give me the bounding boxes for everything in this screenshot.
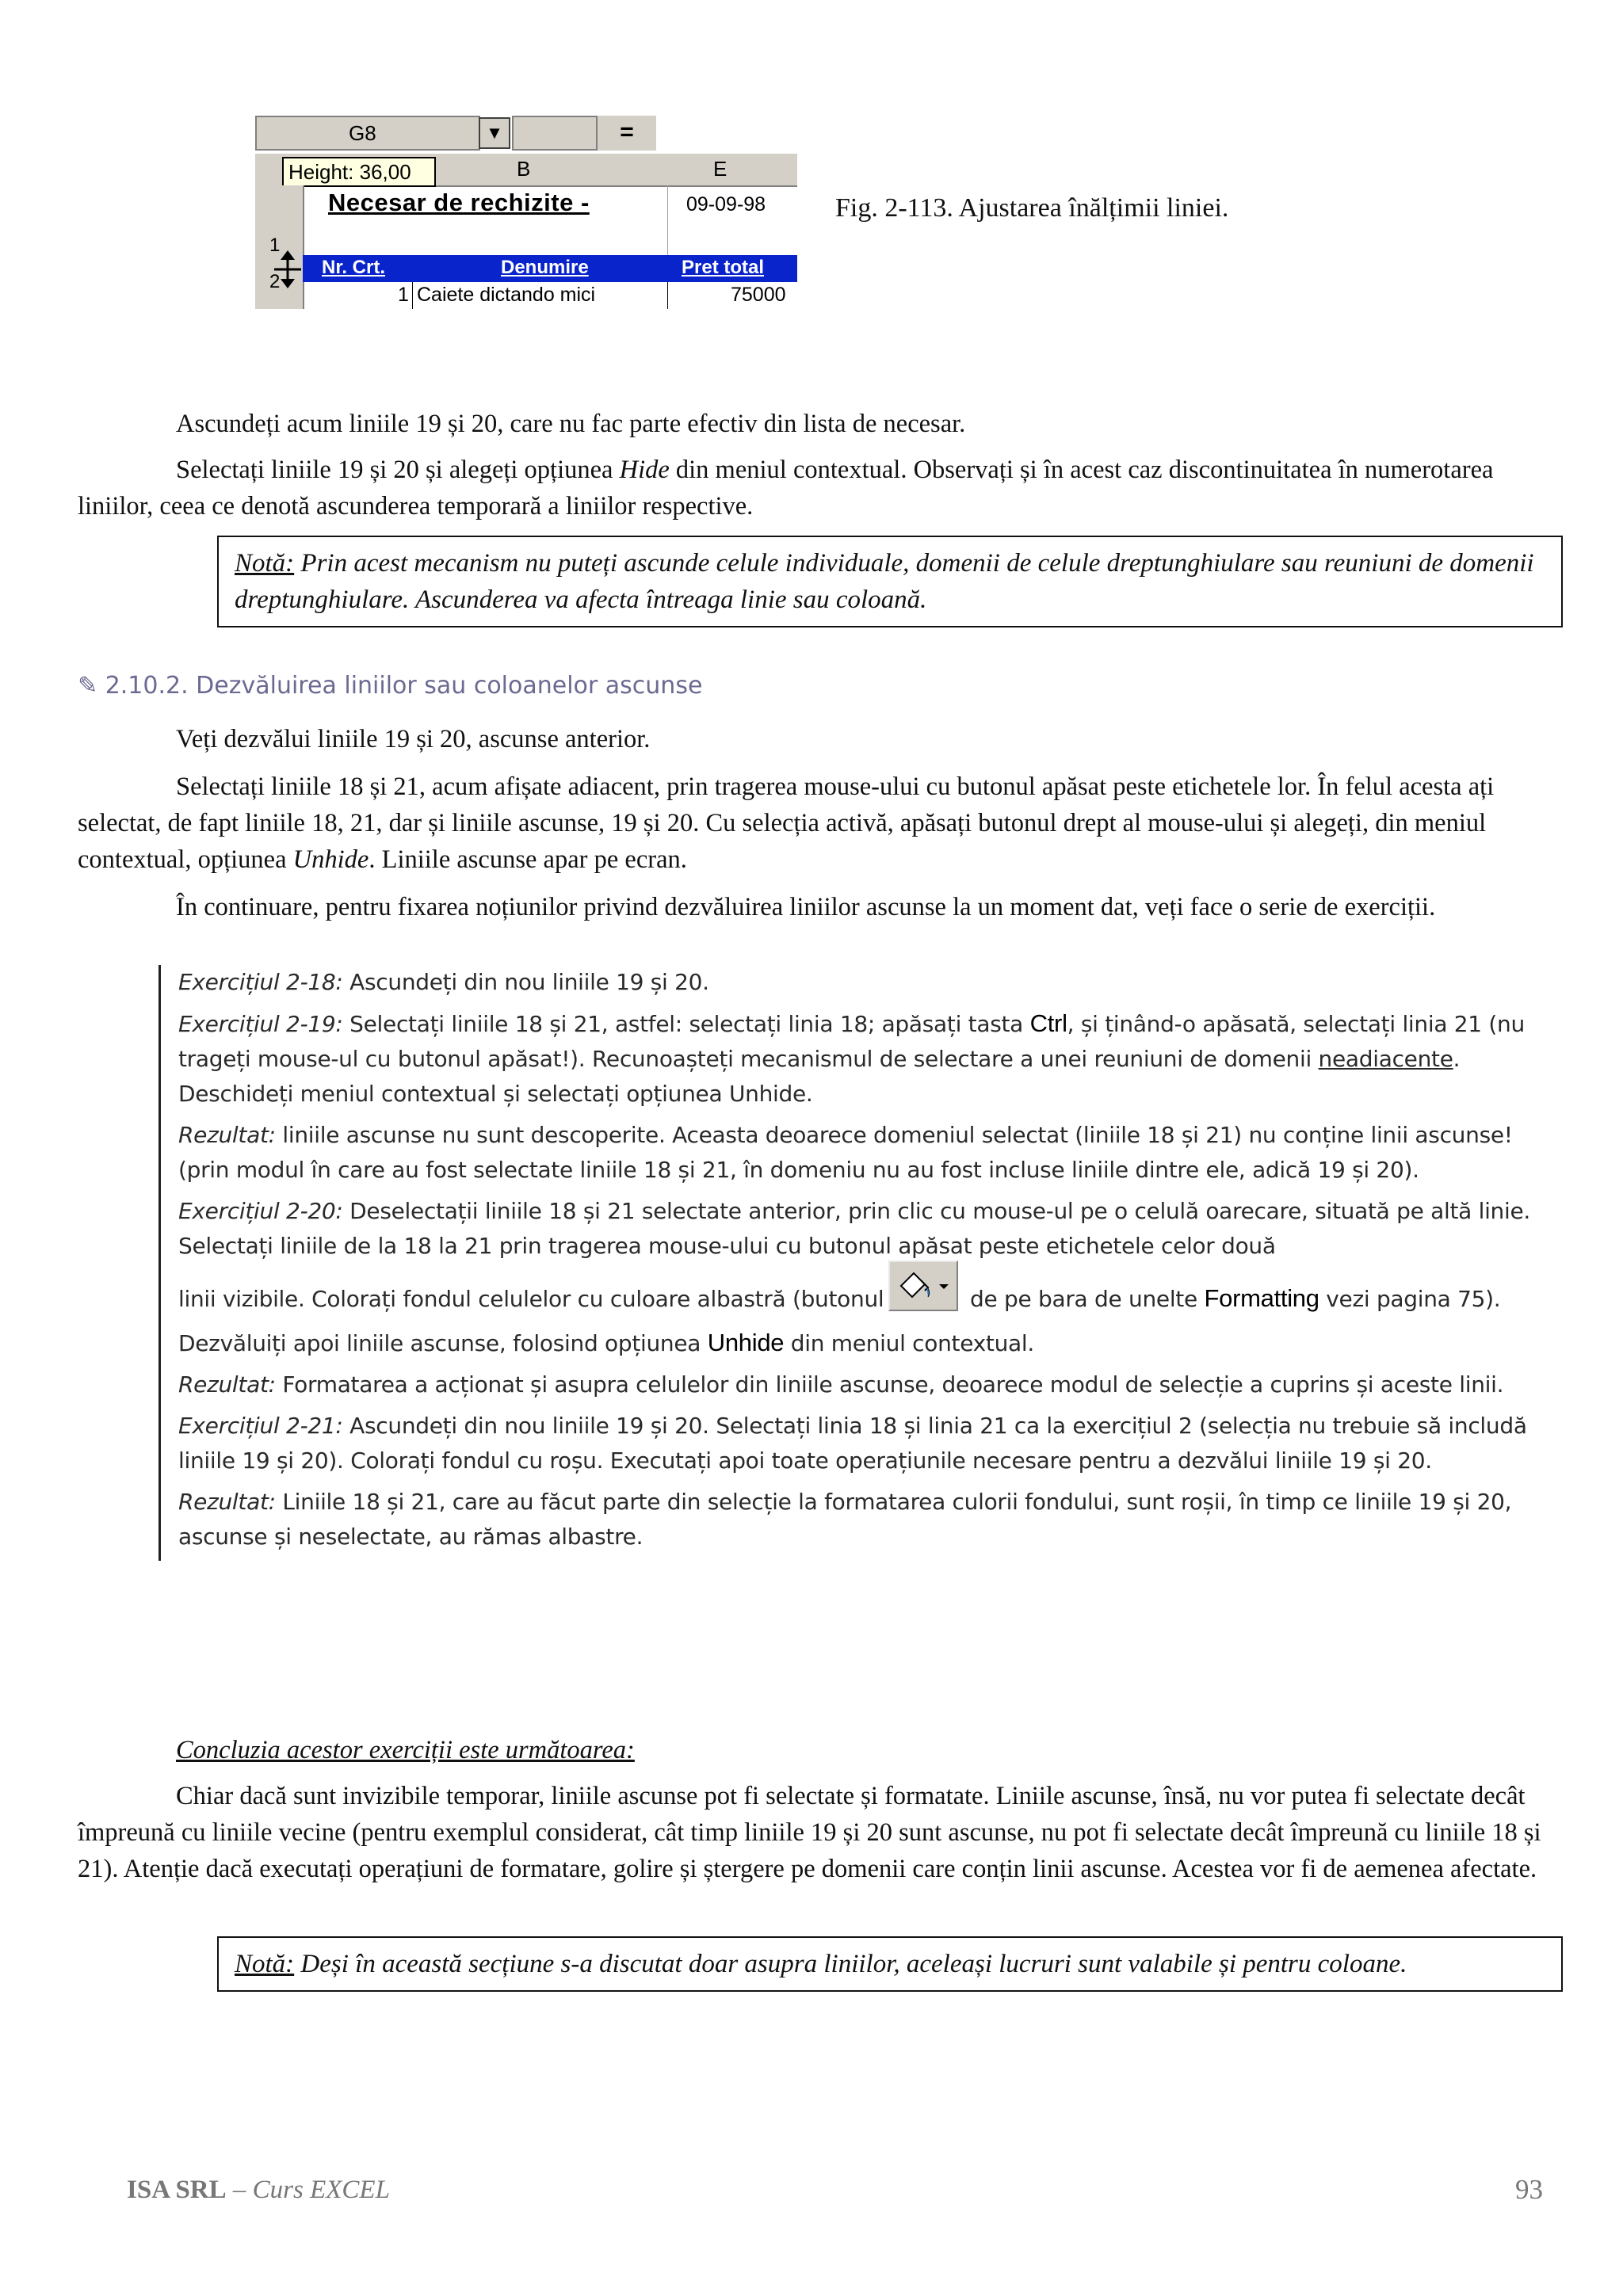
table-row[interactable] xyxy=(303,282,797,309)
paragraph: Ascundeți acum liniile 19 și 20, care nu fac parte efectiv din lista de necesar. xyxy=(176,410,966,438)
body-text-1 xyxy=(78,406,1545,524)
cell-name: Caiete dictando mici xyxy=(417,284,596,306)
fill-bucket-icon xyxy=(890,1262,957,1310)
note-box xyxy=(217,536,1563,627)
section-title: 2.10.2. Dezvăluirea liniilor sau coloanelor ascunse xyxy=(105,672,703,700)
selected-row[interactable] xyxy=(303,255,797,282)
cell-value: 75000 xyxy=(731,284,786,306)
paragraph: Selectați liniile 19 și 20 și alegeți opțiunea Hide din meniul contextual. Observați și în acest caz discontinuitatea în numerotarea liniilor, ceea ce denotă ascunderea temporară a liniilor respective. xyxy=(78,456,1494,521)
result-1: Rezultat: liniile ascunse nu sunt descoperite. Aceasta deoarece domeniul selectat (liniile 18 și 21) nu conține linii ascunse! (prin modul în care au fost selectate liniile 18 și 21, în domeniu nu au fost incluse liniile dintre ele, adică 19 și 20). xyxy=(178,1122,1513,1183)
date-cell[interactable]: 09-09-98 xyxy=(686,193,766,215)
footer-company: ISA SRL xyxy=(127,2176,227,2204)
note-text: Deși în această secțiune s-a discutat doar asupra liniilor, aceleași lucruri sunt valabile și pentru coloane. xyxy=(294,1950,1407,1978)
page-number: 93 xyxy=(1515,2174,1543,2205)
note-text: Prin acest mecanism nu puteți ascunde celule individuale, domenii de celule dreptunghiulare sau reuniuni de domenii dreptunghiulare. Ascunderea va afecta întreaga linie sau coloană. xyxy=(235,549,1534,614)
column-header-e[interactable]: E xyxy=(713,157,727,181)
note-label: Notă: xyxy=(235,1950,295,1978)
conclusion-heading: Concluzia acestor exerciții este următoarea: xyxy=(176,1736,635,1764)
sheet-title-cell[interactable]: Necesar de rechizite - xyxy=(328,189,590,216)
result-3: Rezultat: Liniile 18 și 21, care au făcut parte din selecție la formatarea culorii fondului, sunt roșii, în timp ce liniile 19 și 20, ascunse și neselectate, au rămas albastre. xyxy=(178,1489,1512,1550)
height-tooltip: Height: 36,00 xyxy=(282,157,436,187)
cell-nr: 1 xyxy=(398,284,409,306)
section-heading xyxy=(78,672,702,700)
name-box[interactable]: G8 xyxy=(255,116,480,151)
exercise-block xyxy=(158,965,1567,1561)
equals-button[interactable]: = xyxy=(596,116,656,151)
exercise-2-19: Exercițiul 2-19: Selectați liniile 18 și 21, astfel: selectați linia 18; apăsați tasta Ctrl, și ținând-o apăsată, selectați linia 21 (nu trageți mouse-ul cu butonul apăsat!). Recunoașteți mecanismul de selectare a unei reuniuni de domenii neadiacente. Deschideți meniul contextual și selectați opțiunea Unhide. xyxy=(178,1009,1525,1107)
exercise-2-21: Exercițiul 2-21: Ascundeți din nou liniile 19 și 20. Selectați linia 18 și linia 21 ca la exercițiul 2 (selecția nu trebuie să includă liniile 19 și 20). Colorați fondul cu roșu. Executați apoi toate operațiunile necesare pentru a dezvălui liniile 19 și 20. xyxy=(178,1413,1527,1474)
header-cell-pret: Pret total xyxy=(682,257,765,278)
figure-caption: Fig. 2-113. Ajustarea înălțimii liniei. xyxy=(835,193,1229,223)
fill-color-button[interactable] xyxy=(888,1261,958,1311)
paragraph: Veți dezvălui liniile 19 și 20, ascunse anterior. xyxy=(176,725,651,753)
exercise-2-20: Exercițiul 2-20: Deselectații liniile 18 și 21 selectate anterior, prin clic cu mouse-ul pe o celulă oarecare, situată pe altă linie. Selectați liniile de la 18 la 21 prin tragerea mouse-ului cu butonul apăsat peste etichetele celor două xyxy=(178,1198,1530,1259)
footer-left xyxy=(127,2176,390,2205)
paragraph: Selectați liniile 18 și 21, acum afișate adiacent, prin tragerea mouse-ului cu butonul apăsat peste etichetele lor. În felul acesta ați selectat, de fapt liniile 18, 21, dar și liniile ascunse, 19 și 20. Cu selecția activă, apăsați butonul drept al mouse-ului și alegeți, din meniul contextual, opțiunea Unhide. Liniile ascunse apar pe ecran. xyxy=(78,772,1495,874)
footer-course: – Curs EXCEL xyxy=(226,2176,390,2204)
exercise-2-18: Exercițiul 2-18: Ascundeți din nou liniile 19 și 20. xyxy=(178,969,709,995)
body-text-2 xyxy=(78,721,1545,925)
paragraph: În continuare, pentru fixarea noțiunilor privind dezvăluirea liniilor ascunse la un moment dat, veți face o serie de exerciții. xyxy=(176,893,1436,921)
row-header-2[interactable]: 2 xyxy=(269,271,281,292)
pencil-icon: ✎ xyxy=(78,672,98,700)
chevron-down-icon[interactable]: ▼ xyxy=(479,117,510,149)
note-box-2 xyxy=(217,1936,1563,1992)
header-cell-nr: Nr. Crt. xyxy=(322,257,386,278)
grid-line xyxy=(667,185,668,255)
paragraph: Chiar dacă sunt invizibile temporar, liniile ascunse pot fi selectate și formatate. Liniile ascunse, însă, nu vor putea fi selectate decât împreună cu liniile vecine (pentru exemplul considerat, cât timp liniile 19 și 20 sunt ascunse, nu pot fi selectate decât împreună cu liniile 18 și 21). Atenție dacă executați operațiuni de formatare, golire și ștergere pe domenii care conțin linii ascunse. Acestea vor fi de aemenea afectate. xyxy=(78,1782,1541,1883)
excel-figure xyxy=(255,116,797,309)
exercise-2-20-cont: linii vizibile. Colorați fondul celulelor cu culoare albastră (butonul de pe bara de unelte Formatting vezi pagina 75). Dezvăluiți apoi liniile ascunse, folosind opțiunea Unhide din meniul contextual. xyxy=(178,1275,1567,1361)
body-text-3 xyxy=(78,1778,1545,1887)
result-2: Rezultat: Formatarea a acționat și asupra celulelor din liniile ascunse, deoarece modul de selecție a cuprins și aceste linii. xyxy=(178,1371,1504,1398)
column-header-b[interactable]: B xyxy=(517,157,531,181)
row-header-1[interactable]: 1 xyxy=(269,235,281,256)
header-cell-denumire: Denumire xyxy=(501,257,589,278)
note-label: Notă: xyxy=(235,549,295,578)
row-resize-cursor-icon xyxy=(274,247,301,296)
